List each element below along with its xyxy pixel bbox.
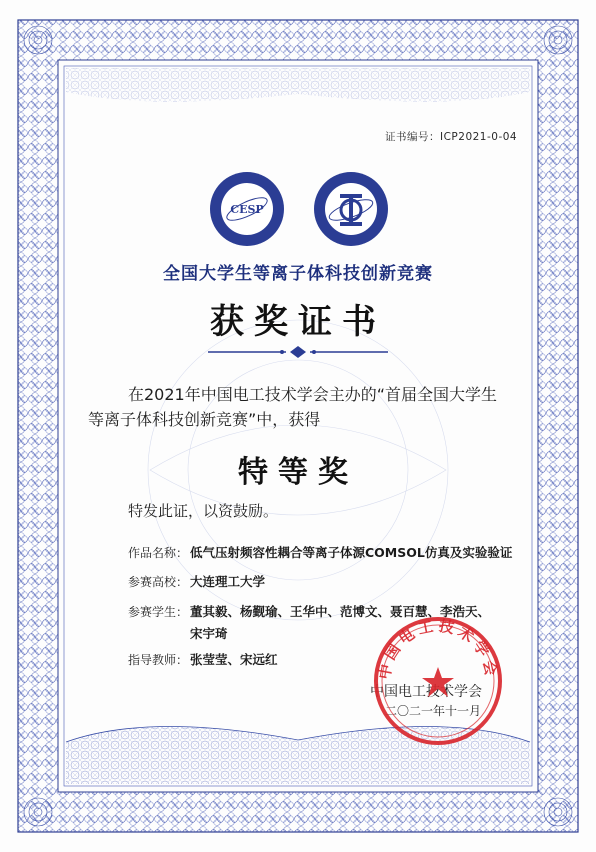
svg-text:中国电工技术学会: 中国电工技术学会 [375,616,501,681]
cesp-logo [208,170,286,248]
work-label: 作品名称： [128,546,189,560]
body-text-line-2: 等离子体科技创新竞赛”中，获得 [88,410,321,429]
advisor-value: 张莹莹、宋远红 [190,652,278,667]
students-value-line-2: 宋宇琦 [190,626,228,641]
competition-name: 全国大学生等离子体科技创新竞赛 [163,264,433,284]
school-label: 参赛高校： [128,575,189,589]
issue-date: 二〇二一年十一月 [385,704,482,718]
certificate-number: 证书编号：ICP2021-0-04 [385,131,518,143]
advisor-label: 指导教师： [128,653,189,667]
official-seal [372,615,504,747]
award-level: 特等奖 [238,455,358,490]
competition-logo [312,170,390,248]
work-value: 低气压射频容性耦合等离子体源COMSOL仿真及实验验证 [190,545,513,560]
certificate-title: 获奖证书 [210,302,386,342]
svg-text:CESP: CESP [230,203,264,216]
encouragement-text: 特发此证，以资鼓励。 [128,502,279,520]
issuer-name: 中国电工技术学会 [370,684,482,700]
school-value: 大连理工大学 [190,574,266,589]
students-value-line-1: 董其毅、杨觐瑜、王华中、范博文、聂百慧、李浩天、 [190,604,491,619]
students-label: 参赛学生： [128,605,189,619]
title-divider [208,346,388,358]
body-text-line-1: 在2021年中国电工技术学会主办的“首届全国大学生 [128,385,498,404]
